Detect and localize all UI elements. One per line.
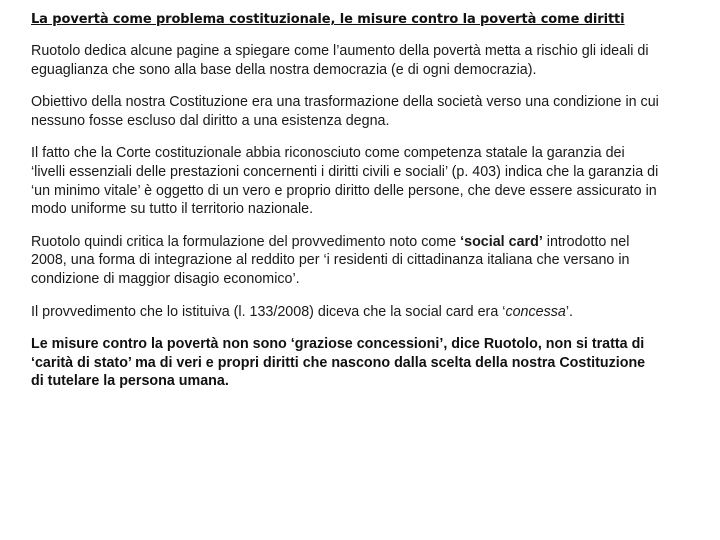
- paragraph-5-italic: concessa: [505, 303, 566, 320]
- paragraph-6-conclusion: Le misure contro la povertà non sono ‘graziose concessioni’, dice Ruotolo, non si tratta di ‘carità di stato’ ma di veri e propri diritti che nascono dalla scelta della nostra Costituzione di tutelare la persona umana.: [31, 336, 646, 390]
- paragraph-5-text-start: Il provvedimento che lo istituiva (l. 133/2008) diceva che la social card era ‘: [31, 303, 506, 320]
- paragraph-2: Obiettivo della nostra Costituzione era una trasformazione della società verso una condizione in cui nessuno fosse escluso dal diritto a una esistenza degna.: [31, 94, 659, 129]
- paragraph-1: Ruotolo dedica alcune pagine a spiegare come l’aumento della povertà metta a rischio gli ideali di eguaglianza che sono alla base della nostra democrazia (e di ogni democrazia).: [31, 43, 649, 78]
- paragraph-5: [31, 303, 661, 322]
- slide-content: [31, 12, 661, 405]
- paragraph-4-text-start: Ruotolo quindi critica la formulazione del provvedimento noto come: [31, 233, 461, 250]
- paragraph-4-text-end: introdotto nel 2008, una forma di integrazione al reddito per ‘i residenti di cittadinanza italiana che versano in condizione di maggior disagio economico’.: [31, 233, 630, 287]
- paragraph-3: Il fatto che la Corte costituzionale abbia riconosciuto come competenza statale la garanzia dei ‘livelli essenziali delle prestazioni concernenti i diritti civili e sociali’ (p. 403) indica che la garanzia di ‘un minimo vitale’ è oggetto di un vero e proprio diritto delle persone, che deve essere assicurato in modo uniforme su tutto il territorio nazionale.: [31, 145, 659, 218]
- slide-title: La povertà come problema costituzionale, le misure contro la povertà come diritti: [31, 12, 625, 27]
- paragraph-4-emphasis: ‘social card’: [460, 233, 543, 250]
- paragraph-4: [31, 233, 661, 289]
- paragraph-5-text-end: ’.: [565, 303, 573, 320]
